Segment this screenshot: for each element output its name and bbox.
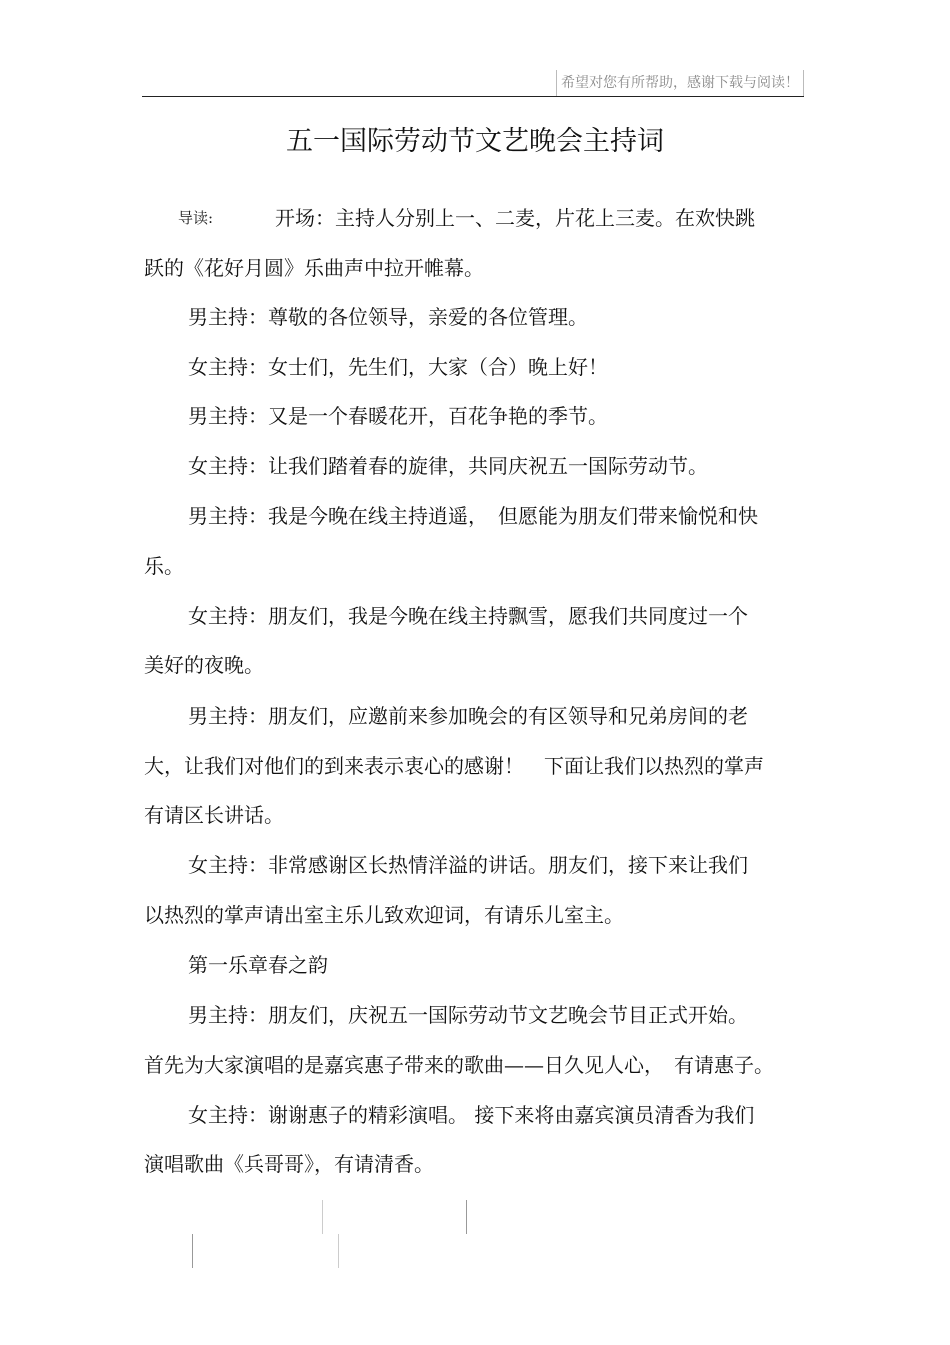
intro-label: 导读:: [178, 209, 214, 227]
paragraph-line: 跃的《花好月圆》乐曲声中拉开帷幕。: [144, 256, 484, 280]
paragraph-line: 大，让我们对他们的到来表示衷心的感谢！ 下面让我们以热烈的掌声: [144, 754, 764, 778]
paragraph-line: 乐。: [144, 554, 184, 578]
paragraph-line: 演唱歌曲《兵哥哥》，有请清香。: [144, 1152, 434, 1176]
paragraph-line: 女主持：非常感谢区长热情洋溢的讲话。朋友们，接下来让我们: [188, 853, 748, 877]
paragraph-line: 男主持：又是一个春暖花开，百花争艳的季节。: [188, 404, 608, 428]
paragraph-line: 美好的夜晚。: [144, 653, 264, 677]
table-border-stub: [322, 1200, 323, 1234]
header-banner: 希望对您有所帮助，感谢下载与阅读！: [556, 70, 804, 96]
paragraph-line: 男主持：朋友们，庆祝五一国际劳动节文艺晚会节目正式开始。: [188, 1003, 748, 1027]
table-border-stub: [338, 1234, 339, 1268]
paragraph-line: 女主持：让我们踏着春的旋律，共同庆祝五一国际劳动节。: [188, 454, 708, 478]
section-heading: 第一乐章春之韵: [188, 953, 328, 977]
paragraph-line: 女主持：朋友们，我是今晚在线主持飘雪，愿我们共同度过一个: [188, 604, 748, 628]
paragraph-line: 男主持：朋友们，应邀前来参加晚会的有区领导和兄弟房间的老: [188, 704, 748, 728]
paragraph-line: 男主持：尊敬的各位领导，亲爱的各位管理。: [188, 305, 588, 329]
paragraph-line: 以热烈的掌声请出室主乐儿致欢迎词，有请乐儿室主。: [144, 903, 624, 927]
paragraph-line: 有请区长讲话。: [144, 803, 284, 827]
paragraph-line: 女主持：女士们，先生们，大家（合）晚上好！: [188, 355, 608, 379]
table-border-stub: [192, 1234, 193, 1268]
document-title: 五一国际劳动节文艺晚会主持词: [286, 126, 664, 157]
header-divider: [142, 96, 804, 97]
paragraph-line: 女主持：谢谢惠子的精彩演唱。 接下来将由嘉宾演员清香为我们: [188, 1103, 755, 1127]
paragraph-line: 男主持：我是今晚在线主持逍遥， 但愿能为朋友们带来愉悦和快: [188, 504, 758, 528]
paragraph-line: 开场：主持人分别上一、二麦，片花上三麦。在欢快跳: [275, 206, 755, 230]
table-border-stub: [466, 1200, 467, 1234]
paragraph-line: 首先为大家演唱的是嘉宾惠子带来的歌曲——日久见人心， 有请惠子。: [144, 1053, 774, 1077]
